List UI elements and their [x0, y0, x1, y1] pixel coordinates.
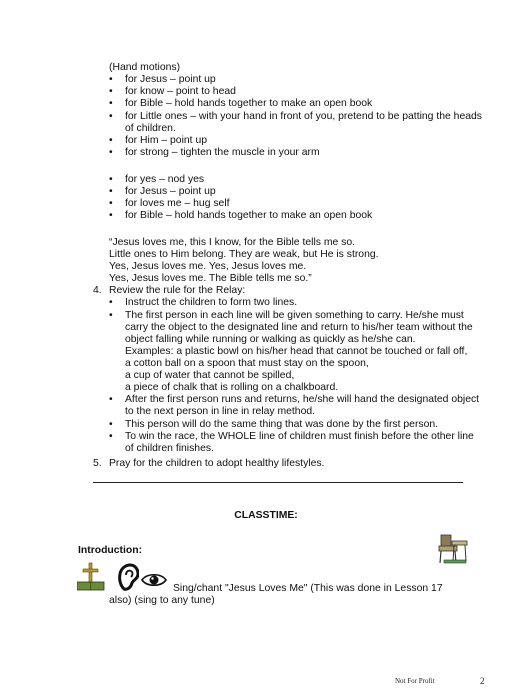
- bullet: •: [109, 147, 113, 158]
- ear-icon: [117, 563, 139, 591]
- list-item: The first person in each line will be given something to carry. He/she must: [125, 310, 464, 321]
- list-item: for Bible – hold hands together to make an open book: [125, 210, 373, 221]
- list-item-continuation: a cup of water that cannot be spilled,: [125, 370, 295, 381]
- classtime-title: CLASSTIME:: [234, 510, 298, 521]
- introduction-heading: Introduction:: [78, 545, 143, 556]
- bullet: •: [109, 111, 113, 122]
- list-item-continuation: a cotton ball on a spoon that must stay on the spoon,: [125, 358, 369, 369]
- eye-icon: [141, 572, 167, 588]
- desk-chair-icon: [438, 533, 468, 567]
- bullet: •: [109, 186, 113, 197]
- lyric-line: Little ones to Him belong. They are weak, but He is strong.: [109, 249, 379, 260]
- step-number: 5.: [93, 458, 102, 469]
- bullet: •: [109, 394, 113, 405]
- list-item-continuation: Examples: a plastic bowl on his/her head that cannot be touched or fall off,: [125, 346, 468, 357]
- list-item-continuation: a piece of chalk that is rolling on a chalkboard.: [125, 382, 339, 393]
- lyric-line: Yes, Jesus loves me. The Bible tells me so.”: [109, 273, 312, 284]
- bullet: •: [109, 135, 113, 146]
- bullet: •: [109, 210, 113, 221]
- bullet: •: [109, 86, 113, 97]
- bullet: •: [109, 431, 113, 442]
- intro-text-line: Sing/chant "Jesus Loves Me" (This was done in Lesson 17: [173, 583, 443, 594]
- list-item: for know – point to head: [125, 86, 236, 97]
- intro-text-line: also) (sing to any tune): [109, 595, 215, 606]
- footer-note: Not For Profit: [395, 677, 435, 685]
- list-item: for Little ones – with your hand in front of you, pretend to be patting the heads: [125, 111, 482, 122]
- step-number: 4.: [93, 285, 102, 296]
- bullet: •: [109, 174, 113, 185]
- bullet: •: [109, 310, 113, 321]
- bullet: •: [109, 198, 113, 209]
- list-item: for Jesus – point up: [125, 74, 216, 85]
- bullet: •: [109, 297, 113, 308]
- list-item-continuation: of children.: [125, 123, 176, 134]
- list-item-continuation: object falling while running or walking as quickly as he/she can.: [125, 334, 416, 345]
- list-item-continuation: carry the object to the designated line and return to his/her team without the: [125, 322, 473, 333]
- hand-motions-label: (Hand motions): [109, 62, 181, 73]
- bullet: •: [109, 419, 113, 430]
- section-divider: [93, 482, 463, 483]
- list-item: This person will do the same thing that was done by the first person.: [125, 419, 439, 430]
- list-item: for Bible – hold hands together to make an open book: [125, 98, 373, 109]
- list-item-continuation: of children finishes.: [125, 443, 214, 454]
- bullet: •: [109, 98, 113, 109]
- list-item: for Him – point up: [125, 135, 208, 146]
- bullet: •: [109, 74, 113, 85]
- list-item: for strong – tighten the muscle in your arm: [125, 147, 320, 158]
- step-text: Review the rule for the Relay:: [109, 285, 246, 296]
- lyric-line: “Jesus loves me, this I know, for the Bible tells me so.: [109, 237, 356, 248]
- cross-bible-icon: [77, 562, 113, 592]
- list-item: Instruct the children to form two lines.: [125, 297, 298, 308]
- lyric-line: Yes, Jesus loves me. Yes, Jesus loves me.: [109, 261, 307, 272]
- list-item: To win the race, the WHOLE line of children must finish before the other line: [125, 431, 474, 442]
- list-item: for loves me – hug self: [125, 198, 230, 209]
- list-item: for yes – nod yes: [125, 174, 205, 185]
- list-item-continuation: to the next person in line in relay method.: [125, 406, 316, 417]
- list-item: After the first person runs and returns, he/she will hand the designated object: [125, 394, 480, 405]
- list-item: for Jesus – point up: [125, 186, 216, 197]
- page-number: 2: [480, 676, 485, 686]
- step-text: Pray for the children to adopt healthy lifestyles.: [109, 458, 325, 469]
